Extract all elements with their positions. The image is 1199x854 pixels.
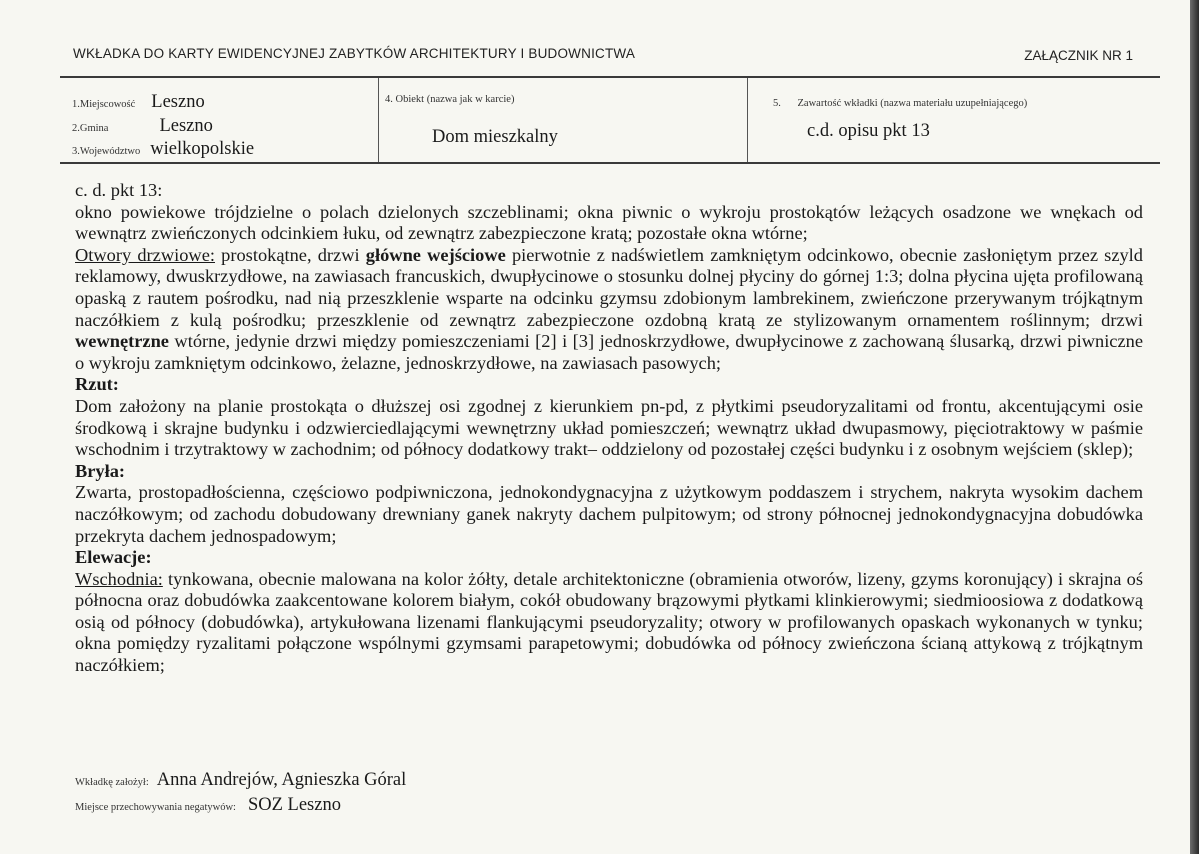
mass-paragraph: Zwarta, prostopadłościenna, częściowo podpiwniczona, jednokondygnacyjna z użytkowym poddaszem i strychem, nakryta wysokim dachem naczółkowym; od zachodu dobudowany drewniany ganek nakryty dachem pulpitowym; od strony północnej jednokondygnacyjna dobudówka przekryta dachem jednospadowym;: [75, 482, 1143, 546]
elevations-heading: Elewacje:: [75, 547, 152, 568]
commune-label: 2.Gmina: [72, 123, 109, 134]
contents-label-number: 5.: [773, 98, 781, 109]
doors-internal: wewnętrzne: [75, 331, 169, 352]
storage-row: [75, 795, 341, 816]
mass-heading: Bryła:: [75, 460, 126, 481]
commune-row: [72, 116, 213, 137]
plan-paragraph: Dom założony na planie prostokąta o dłuższej osi zgodnej z kierunkiem pn-pd, z płytkimi pseudoryzalitami od frontu, akcentującymi osie środkową i skrajne budynku i odzwierciedlającymi wewnętrzny układ pomieszczeń; wewnątrz układ dwupasmowy, pięciotraktowy w paśmie wschodnim i trzytraktowy w zachodnim; od północy dodatkowy trakt– oddzielony od pozostałej części budynku i z osobnym wejściem (sklep);: [75, 395, 1143, 460]
author-row: [75, 770, 406, 791]
info-divider-1: [378, 78, 379, 162]
header-rule: [60, 76, 1160, 78]
storage-label: Miejsce przechowywania negatywów:: [75, 802, 236, 813]
info-bottom-rule: [60, 162, 1160, 164]
doors-text-c: wtórne, jedynie drzwi między pomieszczeniami [2] i [3] jednoskrzydłowe, dwupłycinowe z zachowaną ślusarką, drzwi piwniczne o wykroju zamkniętym odcinkowo, żelazne, jednoskrzydłowe, na zawiasach pasowych;: [75, 331, 1143, 373]
contents-label: [773, 98, 1027, 109]
scan-edge: [1190, 0, 1199, 854]
doors-paragraph: [75, 245, 1143, 375]
east-elevation-text: tynkowana, obecnie malowana na kolor żółty, detale architektoniczne (obramienia otworów, lizeny, gzyms koronujący) i skrajna oś północna oraz dobudówka zaakcentowane kolorem białym, cokół obudowany brązowymi płytkami klinkierowymi; siedmioosiowa z dodatkową osią od północy (dobudówka), artykułowana lizenami flankującymi pseudoryzality; otwory w profilowanych opaskach wykonanych w tynku; okna pomiędzy ryzalitami połączone wspólnymi gzymsami parapetowymi; dobudówka od północy zwieńczona ścianą attykową z trójkątnym naczółkiem;: [75, 568, 1143, 676]
doors-text-a: prostokątne, drzwi: [214, 244, 366, 265]
storage-value: SOZ Leszno: [247, 795, 341, 815]
intro-line: c. d. pkt 13:: [75, 180, 163, 200]
form-title: WKŁADKA DO KARTY EWIDENCYJNEJ ZABYTKÓW ARCHITEKTURY I BUDOWNICTWA: [73, 46, 636, 61]
plan-heading: Rzut:: [75, 374, 119, 395]
doors-main-entrance: główne wejściowe: [365, 244, 506, 265]
windows-paragraph: okno powiekowe trójdzielne o polach dzielonych szczeblinami; okna piwnic o wykroju prostokątów leżących osadzone we wnękach od wewnątrz zwieńczonych odcinkiem łuku, od zewnątrz zabezpieczone kratą; pozostałe okna wtórne;: [75, 201, 1143, 244]
province-row: [72, 139, 254, 160]
contents-label-text: Zawartość wkładki (nazwa materiału uzupełniającego): [797, 98, 1028, 109]
province-label: 3.Województwo: [72, 146, 141, 157]
province-value: wielkopolskie: [150, 139, 255, 159]
info-divider-2: [747, 78, 748, 162]
contents-value: c.d. opisu pkt 13: [807, 121, 930, 141]
annex-number: ZAŁĄCZNIK NR 1: [1024, 48, 1133, 63]
east-elevation-paragraph: [75, 569, 1143, 677]
author-label: Wkładkę założył:: [75, 777, 149, 788]
doors-text-b: pierwotnie z nadświetlem zamkniętym odcinkowo, obecnie zasłoniętym przez szyld reklamowy, dwuskrzydłowe, na zawiasach francuskich, dwupłycinowe o stosunku dolnej płyciny do górnej 1:3; dolna płycina ujęta profilowaną opaską z rautem pośrodku, nad nią przeszklenie wsparte na odcinku gzymsu zdobionym lambrekinem, zwieńczone przerywanym trójkątnym naczółkiem z kulą pośrodku; przeszklenie od zewnątrz zabezpieczone ozdobną kratą ze stylizowanym ornamentem roślinnym; drzwi: [75, 244, 1143, 330]
place-row: [72, 92, 205, 113]
author-value: Anna Andrejów, Agnieszka Góral: [156, 770, 407, 790]
commune-value: Leszno: [159, 116, 213, 136]
place-value: Leszno: [151, 92, 205, 112]
object-label: 4. Obiekt (nazwa jak w karcie): [385, 94, 515, 105]
doors-heading: Otwory drzwiowe:: [75, 244, 215, 265]
object-value: Dom mieszkalny: [432, 127, 558, 147]
description-body: [75, 180, 1143, 677]
east-elevation-heading: Wschodnia:: [75, 568, 163, 589]
place-label: 1.Miejscowość: [72, 99, 136, 110]
